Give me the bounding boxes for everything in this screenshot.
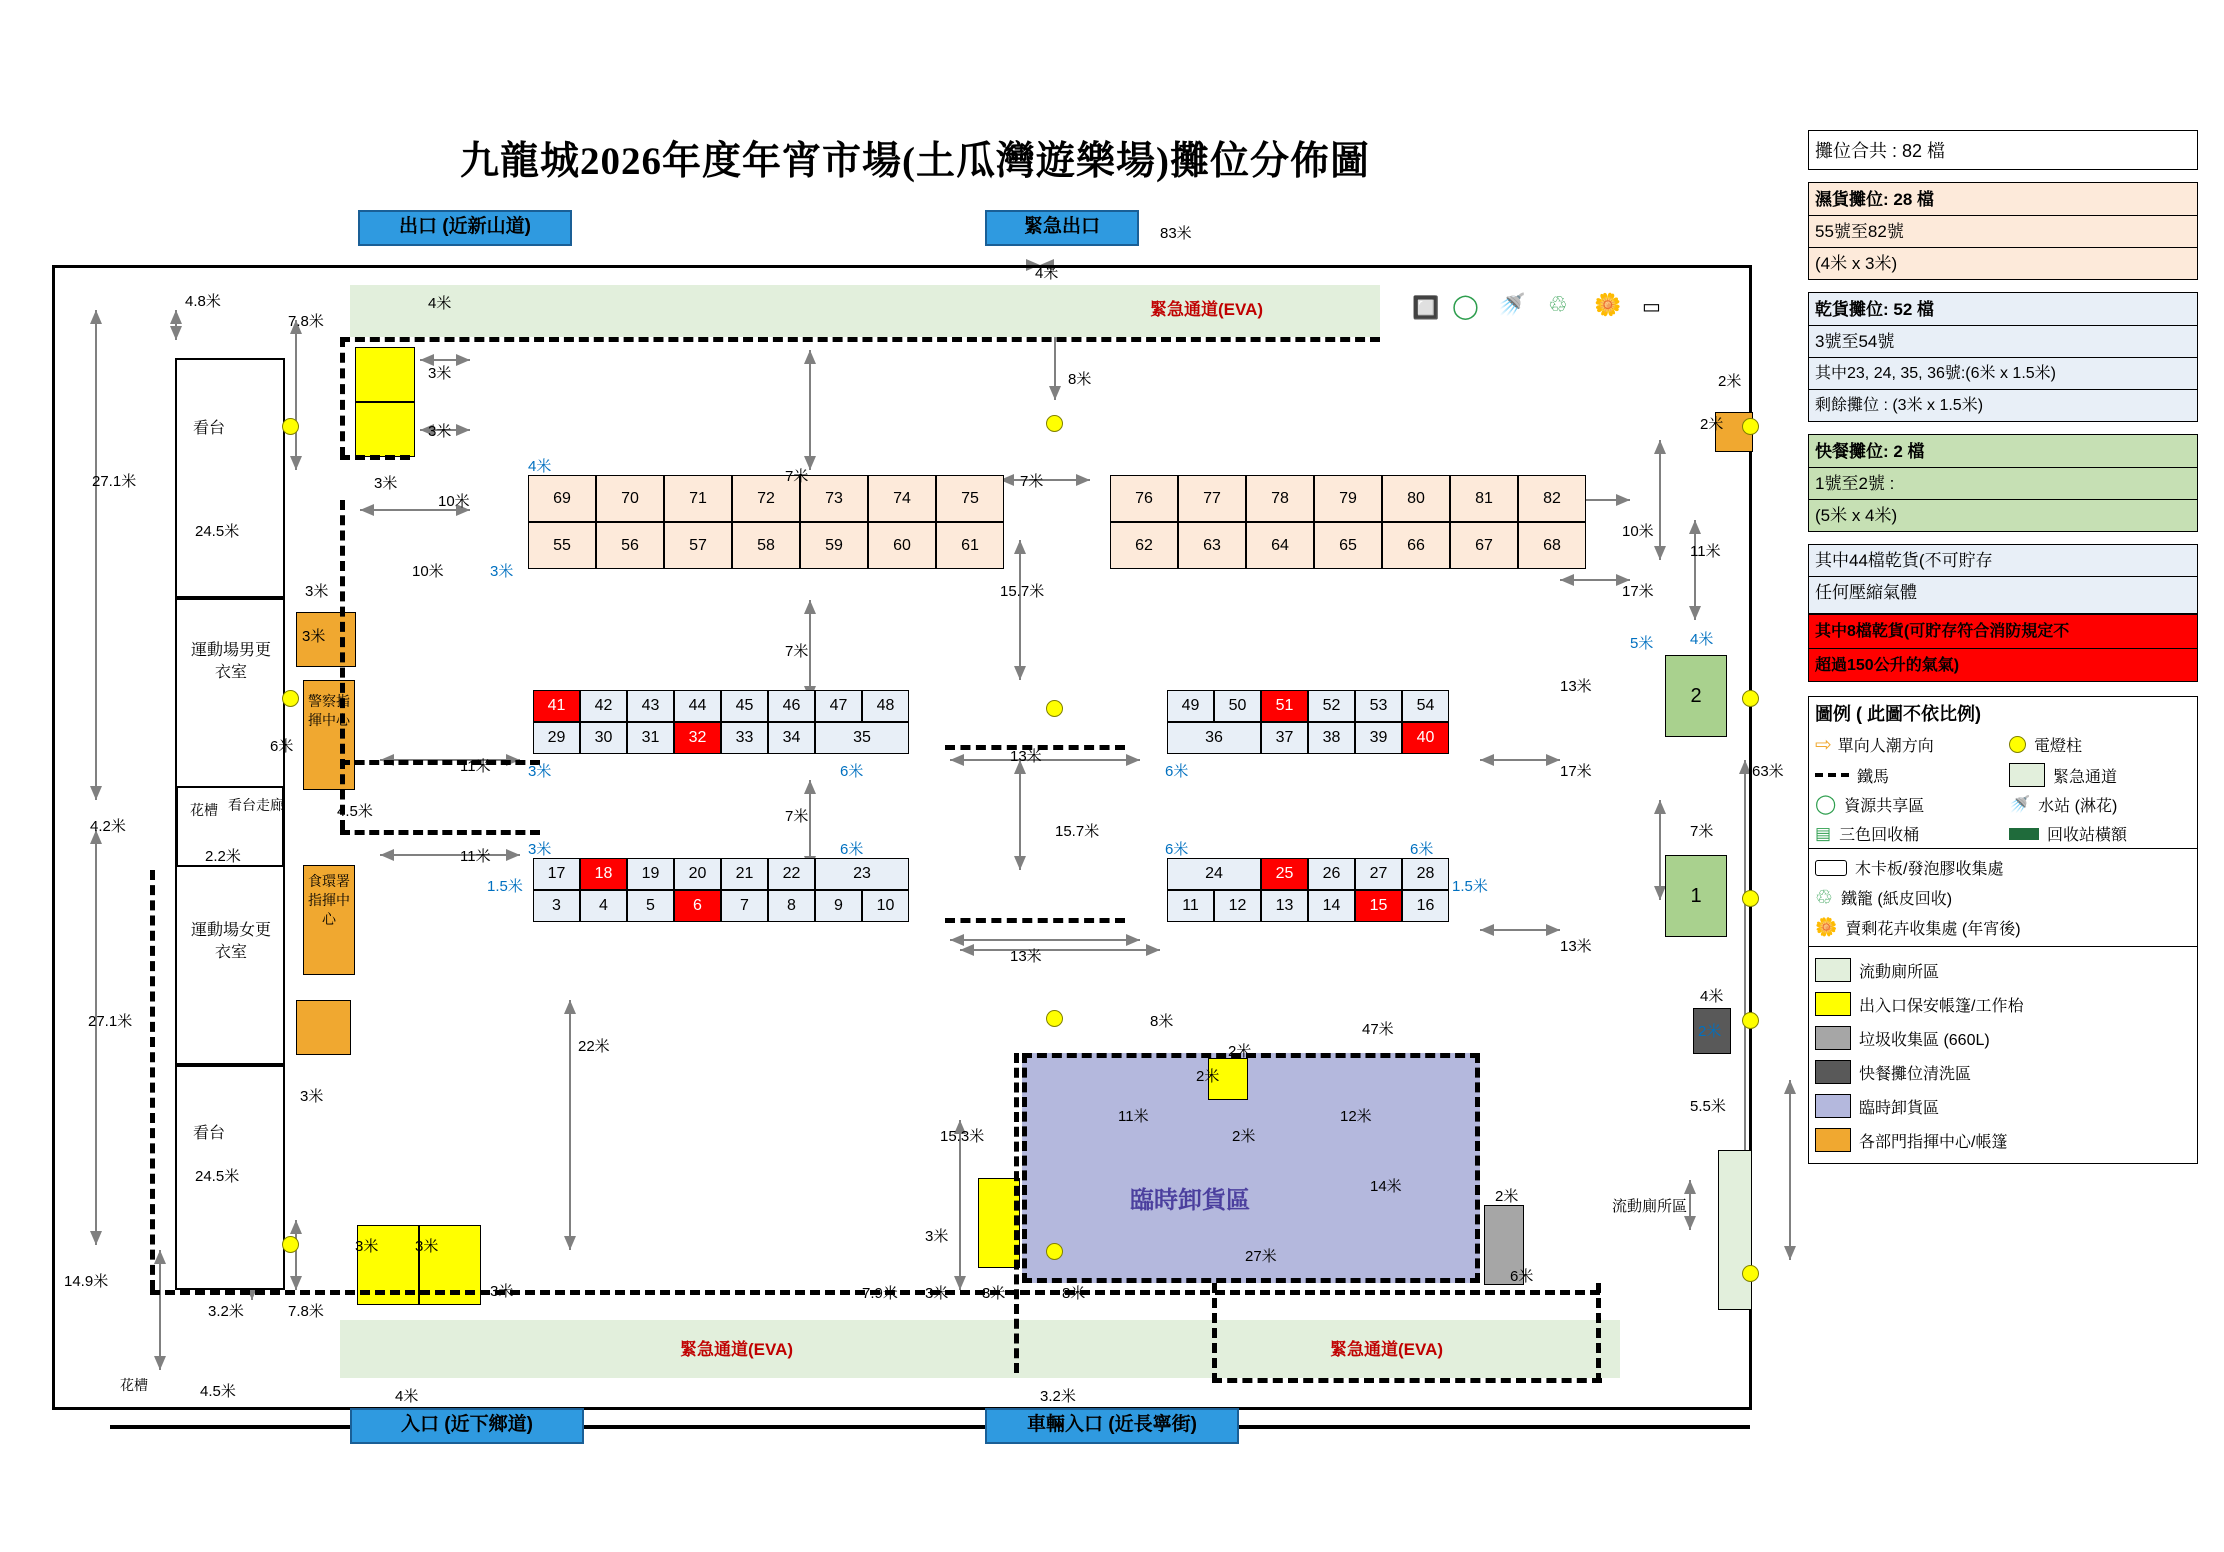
dim-3m-blue-b: 3米 <box>528 763 552 780</box>
stall-75[interactable]: 75 <box>936 475 1004 522</box>
entrance-ha-heung-road-label[interactable]: 入口 (近下鄉道) <box>350 1408 584 1444</box>
barricade-unload-left <box>1014 1053 1019 1373</box>
dim-11m-a: 11米 <box>460 758 491 775</box>
stall-58[interactable]: 58 <box>732 522 800 569</box>
security-tent-top-1 <box>355 347 415 402</box>
stall-30[interactable]: 30 <box>580 722 627 754</box>
dim-27.1m: 27.1米 <box>92 473 137 490</box>
barricade-left-h <box>340 830 540 835</box>
exit-new-shan-road-label[interactable]: 出口 (近新山道) <box>358 210 572 246</box>
stall-71[interactable]: 71 <box>664 475 732 522</box>
dim-2m-a: 2米 <box>1700 416 1724 433</box>
barricade-left-h2 <box>340 760 540 765</box>
police-cmd-label: 警察指揮中心 <box>308 693 350 728</box>
dim-7m-e: 7米 <box>1690 823 1714 840</box>
dim-4m-right: 4米 <box>1700 988 1724 1005</box>
lamp-post-3 <box>282 1236 299 1253</box>
stall-25[interactable]: 25 <box>1261 858 1308 890</box>
pallet-icon <box>1815 860 1847 876</box>
stall-39[interactable]: 39 <box>1355 722 1402 754</box>
cage-recycle-icon: ♲ <box>1548 292 1568 317</box>
stall-66[interactable]: 66 <box>1382 522 1450 569</box>
stall-81[interactable]: 81 <box>1450 475 1518 522</box>
cage-icon: ♲ <box>1815 887 1833 909</box>
female-changing-room <box>175 865 285 1065</box>
stall-77[interactable]: 77 <box>1178 475 1246 522</box>
stall-56[interactable]: 56 <box>596 522 664 569</box>
dim-2.2m: 2.2米 <box>205 848 241 865</box>
legend-label: 單向人潮方向 <box>1837 738 1934 755</box>
stall-60[interactable]: 60 <box>868 522 936 569</box>
stall-53[interactable]: 53 <box>1355 690 1402 722</box>
dim-8m-c: 8米 <box>1062 1285 1086 1302</box>
gas-note-3: 其中8檔乾貨(可貯存符合消防規定不 <box>1808 614 2198 648</box>
dim-3m-d: 3米 <box>305 583 329 600</box>
dim-2m-e: 2米 <box>1232 1128 1256 1145</box>
legend-item-flower <box>1815 913 2191 942</box>
legend-item-flow-direction <box>1809 729 2003 760</box>
stall-64[interactable]: 64 <box>1246 522 1314 569</box>
barricade-top-left2 <box>340 455 410 460</box>
dim-5m-blue: 5米 <box>1630 635 1654 652</box>
stall-68[interactable]: 68 <box>1518 522 1586 569</box>
stall-79[interactable]: 79 <box>1314 475 1382 522</box>
stall-72[interactable]: 72 <box>732 475 800 522</box>
lamp-post-4 <box>1046 415 1063 432</box>
legend-title: 圖例 ( 此圖不依比例) <box>1815 704 1981 724</box>
lamp-post-6 <box>1046 1010 1063 1027</box>
dim-3.2m: 3.2米 <box>208 1303 244 1320</box>
stand-top <box>175 358 285 598</box>
stall-14[interactable]: 14 <box>1308 890 1355 922</box>
dim-4.5m: 4.5米 <box>337 803 373 820</box>
fast-title: 快餐攤位: 2 檔 <box>1808 434 2198 468</box>
dim-14m: 14米 <box>1370 1178 1402 1195</box>
stall-26[interactable]: 26 <box>1308 858 1355 890</box>
security-tent-top-2 <box>355 402 415 457</box>
legend-item-mobile-toilet <box>1815 953 2191 987</box>
color-swatch-icon <box>1815 992 1851 1016</box>
dept-tent-box <box>296 1000 351 1055</box>
dim-3m-i: 3米 <box>490 1283 514 1300</box>
dry-note-1: 其中23, 24, 35, 36號:(6米 x 1.5米) <box>1808 358 2198 390</box>
stall-29[interactable]: 29 <box>533 722 580 754</box>
stall-24[interactable]: 24 <box>1167 858 1261 890</box>
recycle-bin-icon: 🔲 <box>1412 295 1440 320</box>
barricade-left-vert <box>340 500 345 830</box>
stall-3[interactable]: 3 <box>533 890 580 922</box>
lamp-post-5 <box>1046 700 1063 717</box>
dim-13m-c: 13米 <box>1560 678 1592 695</box>
banner-icon <box>2009 828 2039 840</box>
dim-24.5m-bot: 24.5米 <box>195 1168 240 1185</box>
dim-2m-d: 2米 <box>1196 1068 1220 1085</box>
stall-54[interactable]: 54 <box>1402 690 1449 722</box>
legend-item-cage <box>1815 882 2191 913</box>
legend-item-pallet <box>1815 853 2191 882</box>
legend-item-wash-area <box>1815 1055 2191 1089</box>
dim-24.5m-top: 24.5米 <box>195 523 240 540</box>
dim-2m-b: 2米 <box>1718 373 1742 390</box>
dim-7.8m-bot: 7.8米 <box>288 1303 324 1320</box>
dim-3.2m-b: 3.2米 <box>1040 1388 1076 1405</box>
color-swatch-icon <box>1815 1094 1851 1118</box>
legend-label: 快餐攤位清洗區 <box>1859 1065 1972 1083</box>
legend-label: 三色回收桶 <box>1839 827 1920 844</box>
dim-47m: 47米 <box>1362 1021 1394 1038</box>
stall-55[interactable]: 55 <box>528 522 596 569</box>
temp-unloading-label: 臨時卸貨區 <box>1130 1187 1250 1214</box>
stall-6[interactable]: 6 <box>674 890 721 922</box>
stall-50[interactable]: 50 <box>1214 690 1261 722</box>
stall-12[interactable]: 12 <box>1214 890 1261 922</box>
stall-49[interactable]: 49 <box>1167 690 1214 722</box>
stall-1-fast-food[interactable]: 1 <box>1665 855 1727 937</box>
lamp-post-1 <box>282 418 299 435</box>
stall-13[interactable]: 13 <box>1261 890 1308 922</box>
dim-27.1m-b: 27.1米 <box>88 1013 133 1030</box>
dim-3m-h: 3米 <box>300 1088 324 1105</box>
barricade-mid-h2 <box>945 918 1125 923</box>
dim-2m-blue: 2米 <box>1698 1023 1722 1040</box>
eva-label-top: 緊急通道(EVA) <box>1150 300 1264 319</box>
stall-5[interactable]: 5 <box>627 890 674 922</box>
dim-8m-b: 8米 <box>1150 1013 1174 1030</box>
dim-7m-c: 7米 <box>785 808 809 825</box>
barricade-bottom-right <box>1212 1378 1602 1383</box>
stall-82[interactable]: 82 <box>1518 475 1586 522</box>
vehicle-entrance-label[interactable]: 車輛入口 (近長寧街) <box>985 1408 1239 1444</box>
stall-63[interactable]: 63 <box>1178 522 1246 569</box>
dry-note-2: 剩餘攤位 : (3米 x 1.5米) <box>1808 390 2198 422</box>
dim-6m-blue-e: 6米 <box>1410 841 1434 858</box>
legend-label: 鐵馬 <box>1857 768 1890 786</box>
arrow-icon: ⇨ <box>1815 734 1832 756</box>
dim-6m-blue-d: 6米 <box>1165 841 1189 858</box>
legend-label: 各部門指揮中心/帳篷 <box>1859 1133 2008 1151</box>
legend-label: 出入口保安帳篷/工作枱 <box>1859 997 2024 1015</box>
legend-label: 水站 (淋花) <box>2038 798 2118 815</box>
dim-15.7m-a: 15.7米 <box>1000 583 1045 600</box>
dim-2m-f-right: 2米 <box>1495 1188 1519 1205</box>
stall-32[interactable]: 32 <box>674 722 721 754</box>
stall-15[interactable]: 15 <box>1355 890 1402 922</box>
stall-59[interactable]: 59 <box>800 522 868 569</box>
color-swatch-icon <box>1815 958 1851 982</box>
legend-item-barricade <box>1809 760 2003 790</box>
dry-title: 乾貨攤位: 52 檔 <box>1808 292 2198 326</box>
planter-label-mid: 花槽 <box>190 802 218 818</box>
page-title: 九龍城2026年度年宵市場(土瓜灣遊樂場)攤位分佈圖 <box>460 140 1370 183</box>
dim-4m-blue-a: 4米 <box>528 458 552 475</box>
fast-size: (5米 x 4米) <box>1808 500 2198 532</box>
stall-43[interactable]: 43 <box>627 690 674 722</box>
dim-1.5m-right: 1.5米 <box>1452 878 1488 895</box>
stall-21[interactable]: 21 <box>721 858 768 890</box>
stall-31[interactable]: 31 <box>627 722 674 754</box>
male-changing-room <box>175 598 285 788</box>
dim-5.5m: 5.5米 <box>1690 1098 1726 1115</box>
gas-note-1: 其中44檔乾貨(不可貯存 <box>1808 544 2198 576</box>
dim-1.5m-left: 1.5米 <box>487 878 523 895</box>
dim-13m-d: 13米 <box>1560 938 1592 955</box>
barricade-right-bottom <box>1596 1283 1601 1383</box>
lamp-icon <box>2009 736 2026 753</box>
gas-note-2: 任何壓縮氣體 <box>1808 576 2198 614</box>
legend-label: 木卡板/發泡膠收集處 <box>1855 861 2004 878</box>
barricade-top <box>340 337 1380 342</box>
barricade-vehicle-entry <box>1212 1283 1217 1383</box>
dim-13m-a: 13米 <box>1010 748 1042 765</box>
stall-7[interactable]: 7 <box>721 890 768 922</box>
legend-item-unload <box>1815 1089 2191 1123</box>
dim-3m-c: 3米 <box>374 475 398 492</box>
barricade-far-left <box>150 870 155 1290</box>
stall-61[interactable]: 61 <box>936 522 1004 569</box>
male-changing-room-label: 運動場男更衣室 <box>190 642 271 681</box>
legend-item-security-tent <box>1815 987 2191 1021</box>
legend-item-refuse <box>1815 1021 2191 1055</box>
dim-6m-blue-a: 6米 <box>840 763 864 780</box>
stall-2-fast-food[interactable]: 2 <box>1665 655 1727 737</box>
stall-74[interactable]: 74 <box>868 475 936 522</box>
dim-7.8m-top: 7.8米 <box>288 313 324 330</box>
legend-label: 鐵籠 (紙皮回收) <box>1840 891 1953 908</box>
eva-label-bottom-left: 緊急通道(EVA) <box>680 1340 794 1359</box>
lamp-post-10 <box>1742 890 1759 907</box>
stall-9[interactable]: 9 <box>815 890 862 922</box>
dim-4m-bot: 4米 <box>395 1388 419 1405</box>
stall-47[interactable]: 47 <box>815 690 862 722</box>
color-swatch-icon <box>1815 1128 1851 1152</box>
stall-51[interactable]: 51 <box>1261 690 1308 722</box>
stall-62[interactable]: 62 <box>1110 522 1178 569</box>
dim-6m-a: 6米 <box>270 738 294 755</box>
wet-range: 55號至82號 <box>1808 216 2198 248</box>
stand-top-label: 看台 <box>193 420 226 437</box>
stall-37[interactable]: 37 <box>1261 722 1308 754</box>
stall-4[interactable]: 4 <box>580 890 627 922</box>
lamp-post-11 <box>1742 1012 1759 1029</box>
stand-corridor-label: 看台走廊 <box>228 797 284 813</box>
lamp-post-9 <box>1742 690 1759 707</box>
recycle-bin-icon: ▤ <box>1815 823 1832 843</box>
stall-8[interactable]: 8 <box>768 890 815 922</box>
dim-10m-b: 10米 <box>412 563 444 580</box>
dim-7m-d: 7米 <box>1020 473 1044 490</box>
legend-item-resource-share <box>1809 790 2003 819</box>
legend-item-dept-cmd <box>1815 1123 2191 1157</box>
dim-7.9m: 7.9米 <box>862 1285 898 1302</box>
total-stalls: 攤位合共 : 82 檔 <box>1808 130 2198 170</box>
dim-4m-left: 4米 <box>428 295 452 312</box>
dim-22m: 22米 <box>578 1038 610 1055</box>
gas-note-4: 超過150公升的氣氣) <box>1808 648 2198 682</box>
dim-83m: 83米 <box>1160 225 1192 242</box>
dim-3m-f: 3米 <box>355 1238 379 1255</box>
dim-11m-c: 11米 <box>1690 543 1721 560</box>
fehd-cmd-label: 食環署指揮中心 <box>308 873 350 927</box>
legend-panel <box>1808 130 2198 1164</box>
dim-17m-b: 17米 <box>1560 763 1592 780</box>
planter-label-bottom: 花槽 <box>120 1377 148 1393</box>
legend-label: 臨時卸貨區 <box>1859 1099 1940 1117</box>
legend-label: 流動廁所區 <box>1859 963 1940 981</box>
stall-73[interactable]: 73 <box>800 475 868 522</box>
lamp-post-12 <box>1742 1265 1759 1282</box>
water-station-icon: 🚿 <box>1498 292 1526 317</box>
stall-23[interactable]: 23 <box>815 858 909 890</box>
mobile-toilet-strip <box>1718 1150 1752 1310</box>
flower-icon: 🌼 <box>1815 917 1838 937</box>
legend-label: 資源共享區 <box>1844 798 1925 815</box>
dim-15.7m-b: 15.7米 <box>1055 823 1100 840</box>
stall-10[interactable]: 10 <box>862 890 909 922</box>
dim-4.5m-bot: 4.5米 <box>200 1383 236 1400</box>
stall-11[interactable]: 11 <box>1167 890 1214 922</box>
dim-7m-a: 7米 <box>785 468 809 485</box>
mobile-toilet-label: 流動廁所區 <box>1612 1198 1688 1215</box>
legend-label: 電燈柱 <box>2034 738 2083 755</box>
dim-3m-b: 3米 <box>428 423 452 440</box>
stall-57[interactable]: 57 <box>664 522 732 569</box>
dim-2m-c: 2米 <box>1228 1043 1252 1060</box>
stall-44[interactable]: 44 <box>674 690 721 722</box>
wet-size: (4米 x 3米) <box>1808 248 2198 280</box>
dim-7m-b: 7米 <box>785 643 809 660</box>
dim-8m-top: 8米 <box>1068 371 1092 388</box>
dim-3m-j: 3米 <box>925 1228 949 1245</box>
color-swatch-icon <box>1815 1060 1851 1084</box>
dim-15.3m: 15.3米 <box>940 1128 985 1145</box>
dim-6m-blue-c: 6米 <box>840 841 864 858</box>
stall-42[interactable]: 42 <box>580 690 627 722</box>
stall-19[interactable]: 19 <box>627 858 674 890</box>
dim-3m-k: 3米 <box>925 1285 949 1302</box>
legend-item-lamp-post <box>2003 729 2197 760</box>
dim-4.8m: 4.8米 <box>185 293 221 310</box>
lamp-post-7 <box>1046 1243 1063 1260</box>
stall-27[interactable]: 27 <box>1355 858 1402 890</box>
dim-13m-b: 13米 <box>1010 948 1042 965</box>
stall-78[interactable]: 78 <box>1246 475 1314 522</box>
dim-3m-e: 3米 <box>302 628 326 645</box>
dim-17m-a: 17米 <box>1622 583 1654 600</box>
stall-67[interactable]: 67 <box>1450 522 1518 569</box>
lamp-post-2 <box>282 690 299 707</box>
stall-18[interactable]: 18 <box>580 858 627 890</box>
barricade-top-left <box>340 337 345 457</box>
emergency-exit-label[interactable]: 緊急出口 <box>985 210 1139 246</box>
dry-range: 3號至54號 <box>1808 326 2198 358</box>
stall-69[interactable]: 69 <box>528 475 596 522</box>
stall-33[interactable]: 33 <box>721 722 768 754</box>
dim-6m-blue-b: 6米 <box>1165 763 1189 780</box>
resource-share-icon: ◯ <box>1452 293 1479 320</box>
wet-title: 濕貨攤位: 28 檔 <box>1808 182 2198 216</box>
stall-17[interactable]: 17 <box>533 858 580 890</box>
stall-20[interactable]: 20 <box>674 858 721 890</box>
legend-item-eva <box>2003 760 2197 790</box>
eva-label-bottom-right: 緊急通道(EVA) <box>1330 1340 1444 1359</box>
stall-41[interactable]: 41 <box>533 690 580 722</box>
stall-48[interactable]: 48 <box>862 690 909 722</box>
legend-item-water-station <box>2003 790 2197 819</box>
dash-icon <box>1815 773 1849 777</box>
pallet-icon: ▭ <box>1642 296 1661 318</box>
stall-16[interactable]: 16 <box>1402 890 1449 922</box>
lamp-post-8 <box>1742 418 1759 435</box>
legend-label: 回收站橫額 <box>2047 827 2128 844</box>
legend-item-recycle-banner <box>2003 819 2197 848</box>
female-changing-room-label: 運動場女更衣室 <box>190 922 271 961</box>
dim-63m: 63米 <box>1752 763 1784 780</box>
dim-12m: 12米 <box>1340 1108 1372 1125</box>
dim-11m-b: 11米 <box>460 848 491 865</box>
legend-item-three-color-bin <box>1809 819 2003 848</box>
resource-share-icon: ◯ <box>1815 794 1837 815</box>
dim-3m-blue-a: 3米 <box>490 563 514 580</box>
stall-65[interactable]: 65 <box>1314 522 1382 569</box>
dim-3m-a: 3米 <box>428 365 452 382</box>
stall-35[interactable]: 35 <box>815 722 909 754</box>
eva-swatch-icon <box>2009 763 2045 787</box>
dim-3m-g: 3米 <box>415 1238 439 1255</box>
color-swatch-icon <box>1815 1026 1851 1050</box>
dim-6m-b: 6米 <box>1510 1268 1534 1285</box>
dim-14.9m: 14.9米 <box>64 1273 109 1290</box>
stall-80[interactable]: 80 <box>1382 475 1450 522</box>
stall-34[interactable]: 34 <box>768 722 815 754</box>
dim-11m-d: 11米 <box>1118 1108 1149 1125</box>
stall-46[interactable]: 46 <box>768 690 815 722</box>
dim-27m: 27米 <box>1245 1248 1277 1265</box>
stall-22[interactable]: 22 <box>768 858 815 890</box>
dim-10m-a: 10米 <box>438 493 470 510</box>
flower-collect-icon: 🌼 <box>1594 292 1622 317</box>
stall-40[interactable]: 40 <box>1402 722 1449 754</box>
dim-3m-blue-c: 3米 <box>528 841 552 858</box>
water-icon: 🚿 <box>2009 794 2031 814</box>
dim-10m-c: 10米 <box>1622 523 1654 540</box>
stall-76[interactable]: 76 <box>1110 475 1178 522</box>
dim-4.2m: 4.2米 <box>90 818 126 835</box>
fast-range: 1號至2號 : <box>1808 468 2198 500</box>
dim-4m-top: 4米 <box>1035 265 1059 282</box>
stall-70[interactable]: 70 <box>596 475 664 522</box>
stall-28[interactable]: 28 <box>1402 858 1449 890</box>
legend-label: 賣剩花卉收集處 (年宵後) <box>1845 921 2021 938</box>
stall-38[interactable]: 38 <box>1308 722 1355 754</box>
stall-36[interactable]: 36 <box>1167 722 1261 754</box>
dim-3m-l: 3米 <box>982 1285 1006 1302</box>
dim-4m-blue-b: 4米 <box>1690 631 1714 648</box>
stand-bottom-label: 看台 <box>193 1125 226 1142</box>
stall-45[interactable]: 45 <box>721 690 768 722</box>
legend-label: 緊急通道 <box>2053 768 2118 786</box>
legend-label: 垃圾收集區 (660L) <box>1859 1031 1990 1049</box>
stall-52[interactable]: 52 <box>1308 690 1355 722</box>
